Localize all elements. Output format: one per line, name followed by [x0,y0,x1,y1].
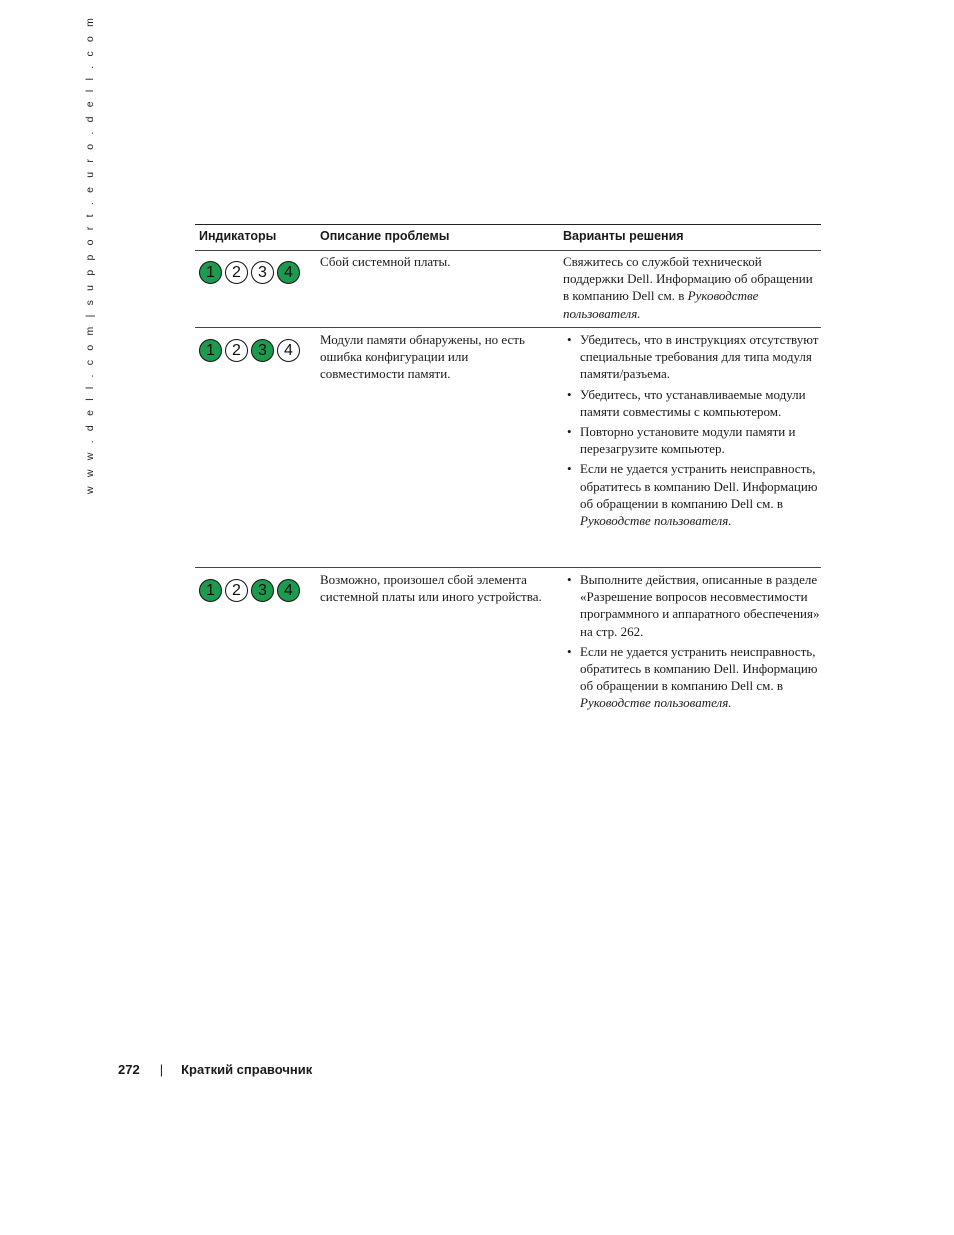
page-footer [118,1062,312,1077]
user-guide-reference: Руководстве пользователя. [580,513,732,529]
solution-cell [563,328,821,567]
led-1-icon: 1 [199,339,222,362]
list-item: • Убедитесь, что устанавливаемые модули памяти совместимы с компьютером. [563,386,821,420]
led-3-icon: 3 [251,579,274,602]
list-item: • Если не удается устранить неисправность, обратитесь в компанию Dell. Информацию об обращении в компанию Dell см. в Руководстве пользователя. [563,643,821,712]
table-row [195,328,821,568]
list-item: • Если не удается устранить неисправность, обратитесь в компанию Dell. Информацию об обращении в компанию Dell см. в Руководстве пользователя. [563,460,821,529]
header-solution: Варианты решения [563,229,684,243]
led-1-icon: 1 [199,579,222,602]
led-3-icon: 3 [251,261,274,284]
indicators-cell [195,568,320,715]
solution-list [563,571,821,712]
solution-cell [563,251,821,327]
problem-description: Сбой системной платы. [320,254,451,269]
led-2-icon: 2 [225,579,248,602]
led-diagnostics-table [195,224,821,715]
user-guide-reference: Руководстве пользователя. [580,695,732,711]
list-item: • Убедитесь, что в инструкциях отсутствуют специальные требования для типа модуля памяти/разъема. [563,331,821,383]
table-row [195,251,821,328]
list-item: • Выполните действия, описанные в разделе «Разрешение вопросов несовместимости программного и аппаратного обеспечения» на стр. 262. [563,571,821,640]
footer-separator: | [159,1062,164,1077]
led-2-icon: 2 [225,339,248,362]
led-4-icon: 4 [277,261,300,284]
user-guide-reference: Руководстве пользователя. [563,288,759,321]
solution-text: Свяжитесь со службой технической поддержки Dell. Информацию об обращении в компанию Dell см. в [563,254,813,304]
led-4-icon: 4 [277,579,300,602]
solution-cell [563,568,821,715]
led-4-icon: 4 [277,339,300,362]
led-pattern [199,571,320,602]
indicators-cell [195,328,320,567]
header-indicators: Индикаторы [199,229,277,243]
table-row [195,568,821,715]
header-problem: Описание проблемы [320,229,450,243]
problem-description: Возможно, произошел сбой элемента системной платы или иного устройства. [320,572,542,605]
page-number: 272 [118,1062,140,1077]
list-item: • Повторно установите модули памяти и перезагрузите компьютер. [563,423,821,457]
led-pattern [199,253,320,284]
footer-title: Краткий справочник [181,1062,313,1077]
problem-description: Модули памяти обнаружены, но есть ошибка конфигурации или совместимости памяти. [320,332,525,382]
led-3-icon: 3 [251,339,274,362]
table-header-row [195,225,821,251]
led-pattern [199,331,320,362]
led-1-icon: 1 [199,261,222,284]
indicators-cell [195,251,320,327]
side-url-text: w w w . d e l l . c o m | s u p p o r t . e u r o . d e l l . c o m [84,14,96,494]
led-2-icon: 2 [225,261,248,284]
solution-list [563,331,821,529]
